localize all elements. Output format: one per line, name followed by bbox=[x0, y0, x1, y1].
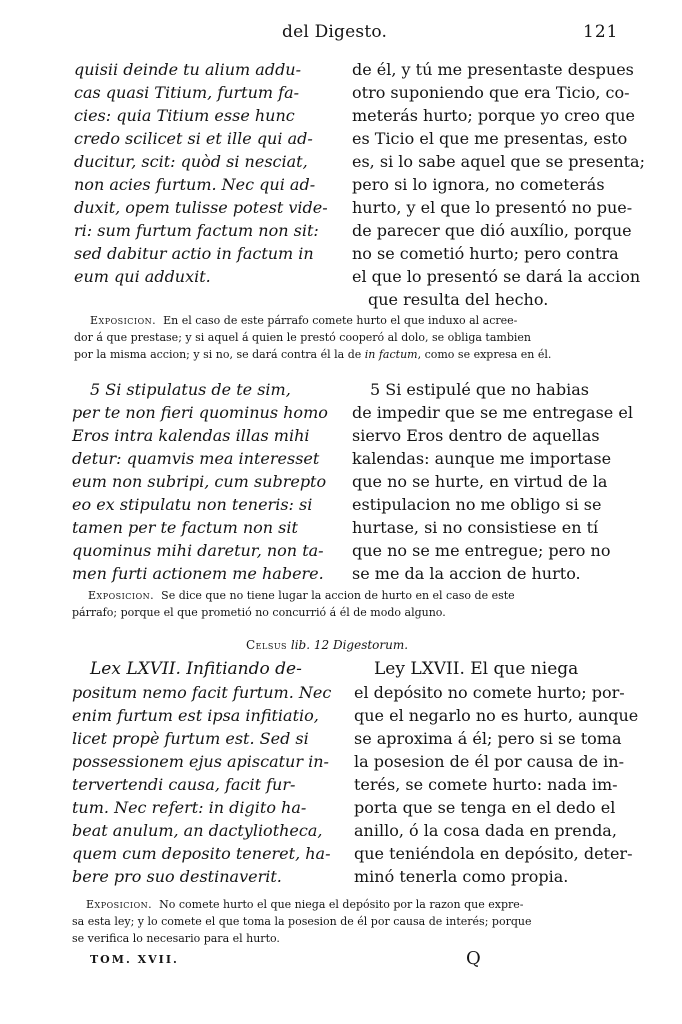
spanish-line: es Ticio el que me presentas, esto bbox=[352, 129, 628, 148]
latin-line: beat anulum, an dactyliotheca, bbox=[72, 821, 323, 840]
latin-line: per te non fieri quominus homo bbox=[72, 403, 328, 422]
latin-line: cies: quia Titium esse hunc bbox=[74, 106, 295, 125]
spanish-line: minó tenerla como propia. bbox=[354, 867, 569, 886]
latin-line: Lex LXVII. Infitiando de- bbox=[90, 659, 302, 679]
latin-line: non acies furtum. Nec qui ad- bbox=[74, 175, 316, 194]
spanish-line: anillo, ó la cosa dada en prenda, bbox=[354, 821, 617, 840]
latin-line: quem cum deposito teneret, ha- bbox=[72, 844, 331, 863]
latin-line: cas quasi Titium, furtum fa- bbox=[74, 83, 300, 102]
note-label: Exposicion. bbox=[86, 898, 153, 911]
spanish-line: que teniéndola en depósito, deter- bbox=[354, 844, 633, 863]
spanish-line: es, si lo sabe aquel que se presenta; bbox=[352, 152, 645, 171]
spanish-line: estipulacion no me obligo si se bbox=[352, 495, 602, 514]
latin-line: tamen per te factum non sit bbox=[72, 518, 298, 537]
latin-line: enim furtum est ipsa infitiatio, bbox=[72, 706, 319, 725]
spanish-line: otro suponiendo que era Ticio, co- bbox=[352, 83, 630, 102]
latin-line: tervertendi causa, facit fur- bbox=[72, 775, 296, 794]
spanish-line: que no se hurte, en virtud de la bbox=[352, 472, 608, 491]
latin-line: tum. Nec refert: in digito ha- bbox=[72, 798, 307, 817]
note-text: párrafo; porque el que prometió no concurrió á él de modo alguno. bbox=[72, 606, 446, 619]
latin-line: bere pro suo destinaverit. bbox=[72, 867, 282, 886]
exposition-note-section-5 bbox=[72, 587, 515, 621]
spanish-column-section-5 bbox=[352, 378, 633, 585]
spanish-line: de impedir que se me entregase el bbox=[352, 403, 633, 422]
spanish-line: hurtase, si no consistiese en tí bbox=[352, 518, 599, 537]
spanish-line: Ley LXVII. El que niega bbox=[374, 659, 579, 679]
spanish-line: la posesion de él por causa de in- bbox=[354, 752, 624, 771]
spanish-line: no se cometió hurto; pero contra bbox=[352, 244, 619, 263]
note-text: , como se expresa en él. bbox=[417, 348, 552, 361]
latin-line: duxit, opem tulisse potest vide- bbox=[74, 198, 328, 217]
latin-line: quisii deinde tu alium addu- bbox=[74, 60, 302, 79]
spanish-line: terés, se comete hurto: nada im- bbox=[354, 775, 618, 794]
spanish-line: el depósito no comete hurto; por- bbox=[354, 683, 625, 702]
latin-line: credo scilicet si et ille qui ad- bbox=[74, 129, 313, 148]
latin-line: 5 Si stipulatus de te sim, bbox=[90, 380, 291, 399]
exposition-note-section-4 bbox=[74, 312, 552, 363]
page-number: 121 bbox=[583, 22, 619, 42]
volume-signature: TOM. XVII. bbox=[90, 953, 179, 966]
note-label: Exposicion. bbox=[90, 314, 157, 327]
note-label: Exposicion. bbox=[88, 589, 155, 602]
latin-line: licet propè furtum est. Sed si bbox=[72, 729, 309, 748]
latin-line: possessionem ejus apiscatur in- bbox=[72, 752, 329, 771]
spanish-line: se me da la accion de hurto. bbox=[352, 564, 581, 583]
spanish-line: que resulta del hecho. bbox=[368, 290, 549, 309]
catchword: Q bbox=[466, 948, 481, 969]
exposition-note-lex-67 bbox=[72, 896, 532, 947]
note-text: sa esta ley; y lo comete el que toma la posesion de él por causa de interés; porque bbox=[72, 915, 532, 928]
spanish-line: de él, y tú me presentaste despues bbox=[352, 60, 634, 79]
spanish-line: el que lo presentó se dará la accion bbox=[352, 267, 641, 286]
spanish-line: que no se me entregue; pero no bbox=[352, 541, 611, 560]
latin-column-section-4 bbox=[74, 58, 328, 288]
latin-line: detur: quamvis mea interesset bbox=[72, 449, 320, 468]
latin-line: eum qui adduxit. bbox=[74, 267, 211, 286]
note-italic-term: in factum bbox=[364, 348, 418, 361]
latin-line: eo ex stipulatu non teneris: si bbox=[72, 495, 313, 514]
running-title: del Digesto. bbox=[282, 22, 388, 42]
spanish-line: pero si lo ignora, no cometerás bbox=[352, 175, 605, 194]
attribution-author: Celsus bbox=[246, 638, 288, 652]
latin-line: positum nemo facit furtum. Nec bbox=[72, 683, 332, 702]
attribution-source: lib. 12 Digestorum. bbox=[290, 638, 409, 652]
spanish-line: 5 Si estipulé que no habias bbox=[370, 380, 589, 399]
source-attribution bbox=[246, 637, 408, 653]
spanish-line: que el negarlo no es hurto, aunque bbox=[354, 706, 639, 725]
spanish-line: de parecer que dió auxílio, porque bbox=[352, 221, 632, 240]
note-text: No comete hurto el que niega el depósito por la razon que expre- bbox=[159, 898, 524, 911]
spanish-line: meterás hurto; porque yo creo que bbox=[352, 106, 636, 125]
latin-column-lex-67 bbox=[72, 658, 331, 888]
latin-column-section-5 bbox=[72, 378, 328, 585]
latin-line: sed dabitur actio in factum in bbox=[74, 244, 314, 263]
spanish-line: porta que se tenga en el dedo el bbox=[354, 798, 616, 817]
note-text: En el caso de este párrafo comete hurto el que induxo al acree- bbox=[163, 314, 518, 327]
note-text: Se dice que no tiene lugar la accion de hurto en el caso de este bbox=[161, 589, 515, 602]
spanish-line: se aproxima á él; pero si se toma bbox=[354, 729, 622, 748]
latin-line: Eros intra kalendas illas mihi bbox=[72, 426, 310, 445]
spanish-line: siervo Eros dentro de aquellas bbox=[352, 426, 600, 445]
spanish-column-lex-67 bbox=[354, 658, 638, 888]
spanish-column-section-4 bbox=[352, 58, 645, 311]
note-text: dor á que prestase; y si aquel á quien le prestó cooperó al dolo, se obliga tambien bbox=[74, 331, 531, 344]
latin-line: eum non subripi, cum subrepto bbox=[72, 472, 327, 491]
note-text: por la misma accion; y si no, se dará contra él la de bbox=[74, 348, 365, 361]
note-text: se verifica lo necesario para el hurto. bbox=[72, 932, 280, 945]
latin-line: ri: sum furtum factum non sit: bbox=[74, 221, 319, 240]
latin-line: ducitur, scit: quòd si nesciat, bbox=[74, 152, 308, 171]
latin-line: quominus mihi daretur, non ta- bbox=[72, 541, 324, 560]
spanish-line: kalendas: aunque me importase bbox=[352, 449, 612, 468]
latin-line: men furti actionem me habere. bbox=[72, 564, 324, 583]
spanish-line: hurto, y el que lo presentó no pue- bbox=[352, 198, 633, 217]
